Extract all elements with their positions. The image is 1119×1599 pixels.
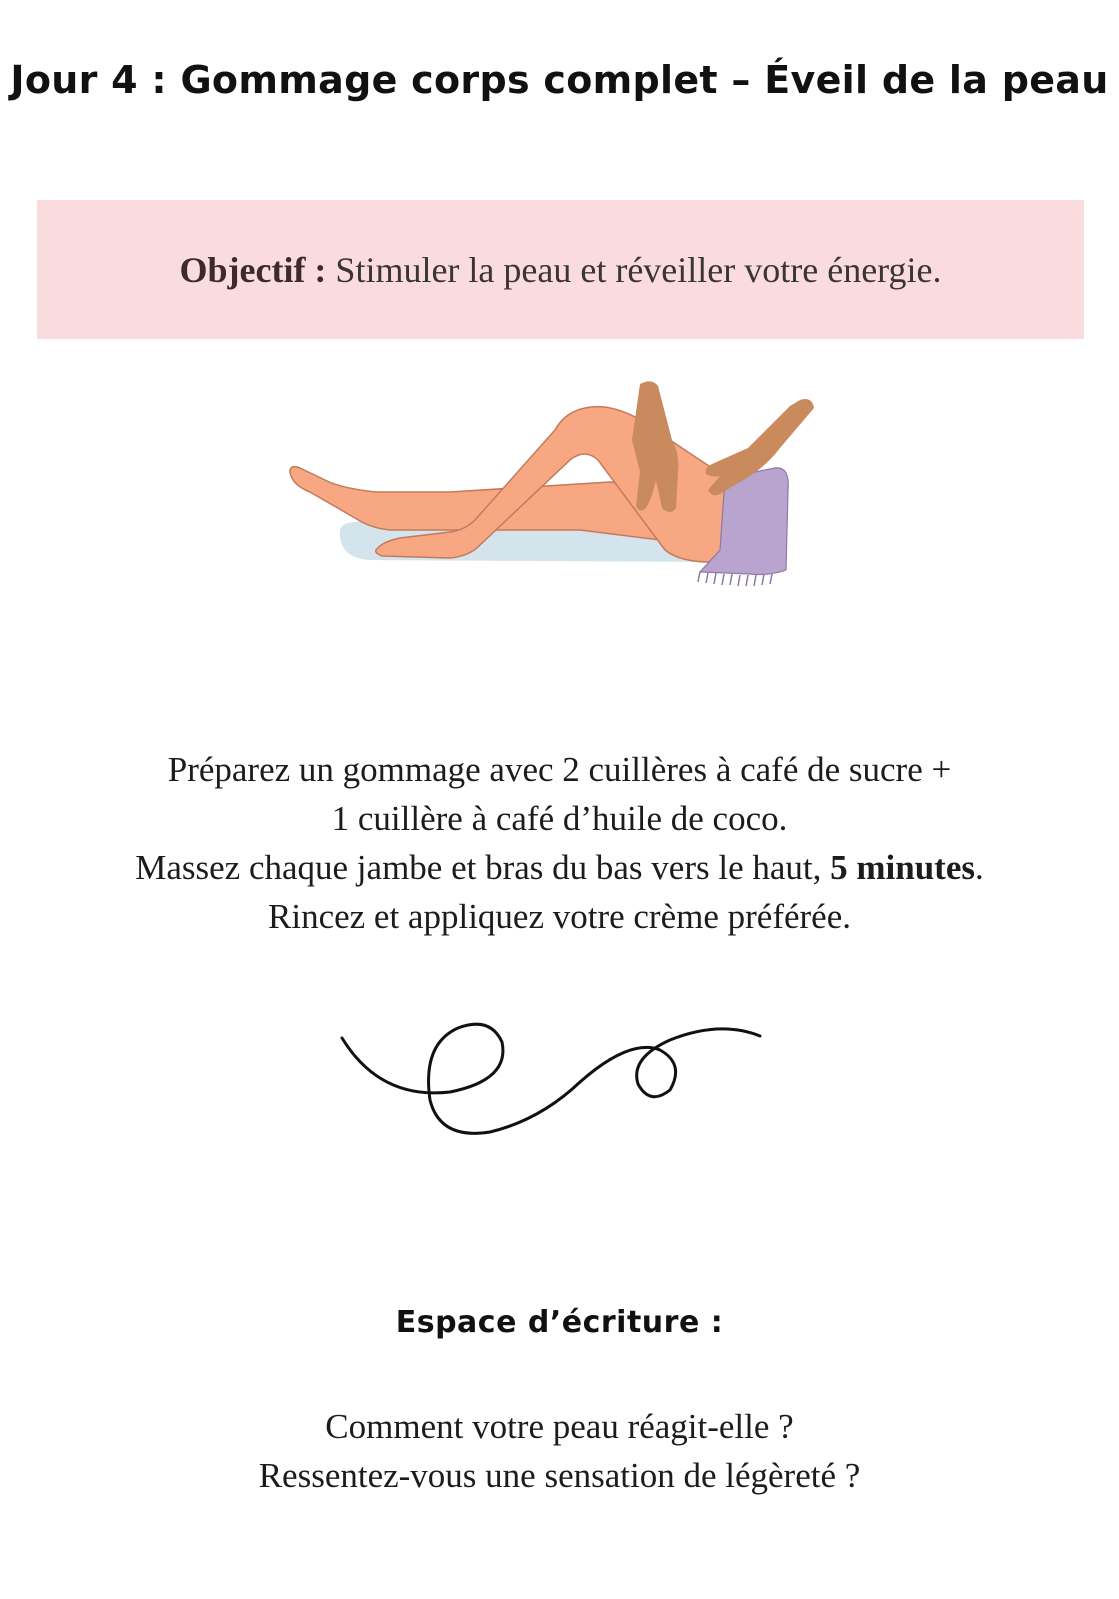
objective-description: Stimuler la peau et réveiller votre énergie. [326, 249, 942, 290]
instruction-line-3 [0, 843, 1119, 892]
question-1: Comment votre peau réagit-elle ? [325, 1407, 794, 1446]
question-2: Ressentez-vous une sensation de légèreté ? [258, 1456, 861, 1495]
instruction-line-2: 1 cuillère à café d’huile de coco. [331, 799, 788, 838]
reflection-questions [0, 1402, 1119, 1500]
instruction-line-3-start: Massez chaque jambe et bras du bas vers le haut, [135, 848, 831, 887]
instructions-paragraph [0, 745, 1119, 941]
instruction-line-4: Rincez et appliquez votre crème préférée. [268, 897, 851, 936]
leg-massage-illustration [280, 380, 840, 610]
swirl-divider-icon [340, 1020, 780, 1170]
page-title: Jour 4 : Gommage corps complet – Éveil de la peau [10, 58, 1109, 102]
instruction-line-1: Préparez un gommage avec 2 cuillères à café de sucre + [167, 750, 952, 789]
instruction-line-3-end: . [975, 848, 984, 887]
objective-banner [37, 200, 1084, 339]
objective-text [179, 249, 941, 291]
writing-space-title: Espace d’écriture : [395, 1305, 724, 1340]
objective-label: Objectif : [179, 249, 327, 290]
instruction-duration: 5 minutes [830, 848, 975, 887]
